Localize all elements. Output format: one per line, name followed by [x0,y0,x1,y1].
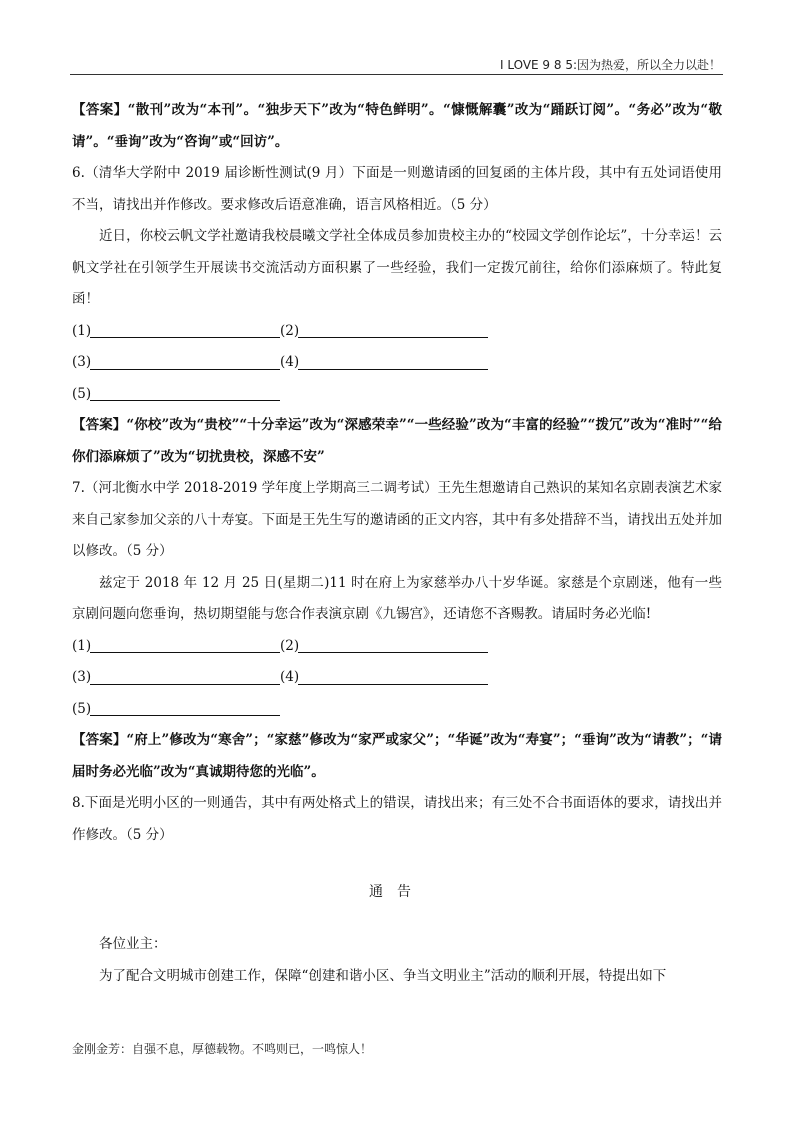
answer-blank[interactable] [298,357,488,370]
question-7: 7.（河北衡水中学 2018-2019 学年度上学期高三二调考试）王先生想邀请自己熟识的某知名京剧表演艺术家来自己家参加父亲的八十寿宴。下面是王先生写的邀请函的正文内容，其中有多处措辞不当，请找出五处并加以修改。（5 分） [72,480,722,559]
blank-row [72,379,722,411]
answer-blank[interactable] [90,325,280,338]
answer-7: 【答案】“府上”修改为“寒舍”；“家慈”修改为“家严或家父”；“华诞”改为“寿宴”；“垂询”改为“请教”；“请届时务必光临”改为“真诚期待您的光临”。 [72,732,722,780]
blank-number: (2) [280,637,300,654]
blank-row [72,631,722,663]
answer-blank[interactable] [298,672,488,685]
blank-number: (4) [280,354,300,370]
blank-number: (5) [72,385,92,402]
answer-blank[interactable] [298,640,488,653]
question-8: 8.下面是光明小区的一则通告，其中有两处格式上的错误，请找出来；有三处不合书面语体的要求，请找出并作修改。（5 分） [72,795,722,843]
page-header: I LOVE 9 8 5:因为热爱，所以全力以赴！ [499,58,721,72]
answer-blank[interactable] [90,672,280,685]
blank-item-5 [72,694,280,726]
answer-blank[interactable] [90,703,280,716]
question-6: 6.（清华大学附中 2019 届诊断性测试(9 月）下面是一则邀请函的回复函的主体片段，其中有五处词语使用不当，请找出并作修改。要求修改后语意准确，语言风格相近。（5 分） [72,165,722,213]
notice-body: 为了配合文明城市创建工作，保障“创建和谐小区、争当文明业主”活动的顺利开展，特提出如下 [99,967,667,984]
page-content [72,95,722,992]
blank-row [72,347,722,379]
blank-item-4 [280,662,488,694]
answer-6: 【答案】“你校”改为“贵校”“十分幸运”改为“深感荣幸”“一些经验”改为“丰富的经验”“拨冗”改为“准时”“给你们添麻烦了”改为“切扰贵校，深感不安” [72,417,722,465]
notice-greeting: 各位业主： [99,936,167,952]
blank-item-4 [280,347,488,379]
blank-item-3 [72,347,280,379]
answer-blank[interactable] [90,640,280,653]
header-rule [70,74,723,75]
blank-item-1 [72,631,280,663]
notice-title: 通告 [369,884,425,900]
blank-row [72,662,722,694]
blank-number: (1) [72,637,92,654]
blank-item-1 [72,316,280,348]
blank-number: (3) [72,354,92,370]
blank-item-5 [72,379,280,411]
question-6-passage: 近日，你校云帆文学社邀请我校晨曦文学社全体成员参加贵校主办的“校园文学创作论坛”，十分幸运！云帆文学社在引领学生开展读书交流活动方面积累了一些经验，我们一定拨冗前往，给你们添麻烦了。特此复函！ [72,228,722,307]
blank-item-3 [72,662,280,694]
answer-blank[interactable] [90,388,280,401]
blank-item-2 [280,631,488,663]
blank-row [72,694,722,726]
blank-number: (2) [280,322,300,339]
answer-5: 【答案】“散刊”改为“本刊”。“独步天下”改为“特色鲜明”。“慷慨解囊”改为“踊跃订阅”。“务必”改为“敬请”。“垂询”改为“咨询”或“回访”。 [72,102,722,150]
blank-item-2 [280,316,488,348]
blank-number: (1) [72,322,92,339]
answer-blank[interactable] [298,325,488,338]
blank-number: (4) [280,669,300,685]
question-7-passage: 兹定于 2018 年 12 月 25 日(星期二)11 时在府上为家慈举办八十岁华诞。家慈是个京剧迷，他有一些京剧问题向您垂询，热切期望能与您合作表演京剧《九锡宫》，还请您不吝赐教。请届时务必光临! [72,574,722,622]
blank-number: (3) [72,669,92,685]
answer-blank[interactable] [90,357,280,370]
blank-row [72,316,722,348]
page-footer: 金刚金芳：自强不息，厚德载物。不鸣则已，一鸣惊人！ [72,1042,373,1056]
blank-number: (5) [72,700,92,717]
